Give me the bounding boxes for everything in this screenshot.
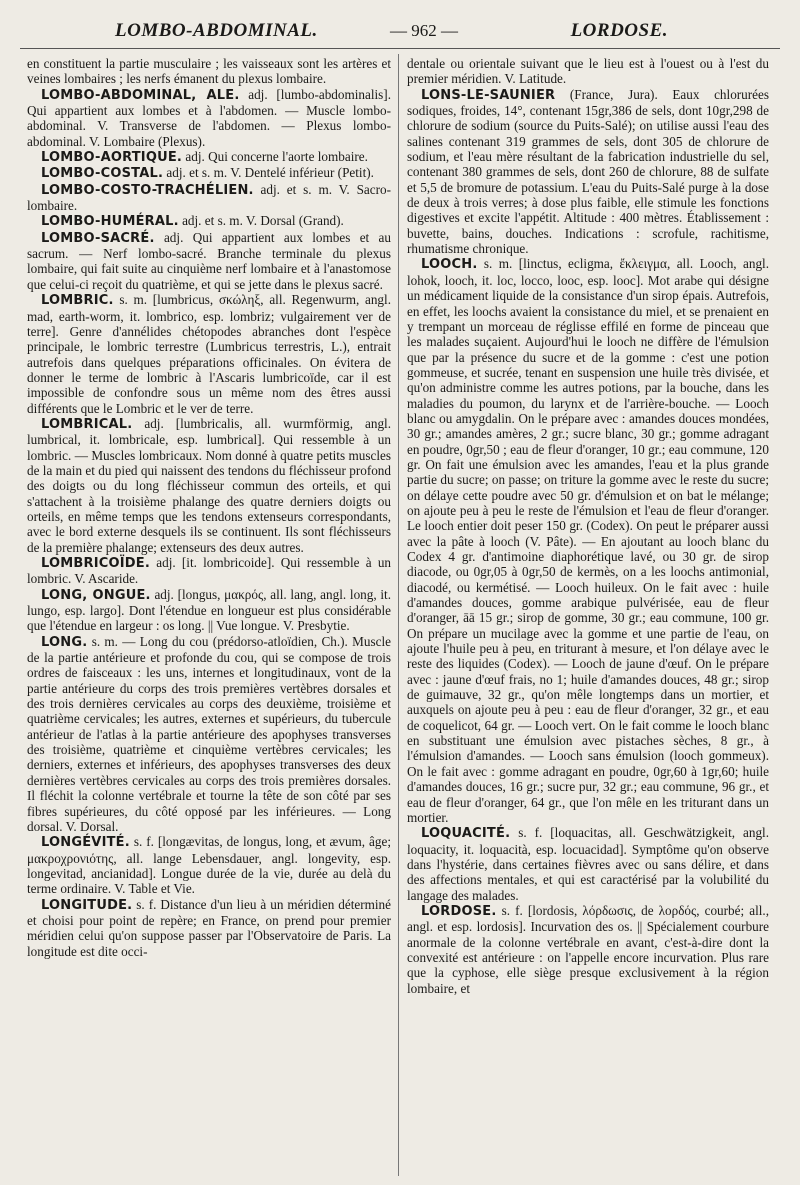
entry-text: adj. et s. m. V. Sacro-lombaire. xyxy=(27,181,391,214)
left-column xyxy=(27,56,391,959)
entry-lordose xyxy=(407,903,769,996)
entry-lombric xyxy=(27,292,391,416)
entry-lons-le-saunier xyxy=(407,87,769,257)
header-right-title: LORDOSE. xyxy=(570,20,668,41)
entry-headword: LOMBRICOÏDE. xyxy=(41,556,151,571)
entry-headword: LORDOSE. xyxy=(421,903,497,919)
entry-headword: LONG. xyxy=(41,634,88,650)
entry-headword: LONG, ONGUE. xyxy=(41,587,151,603)
entry-text: adj. [lumbo-abdominalis]. Qui appartient aux lombes et à l'abdomen. — Muscle lombo-abdominal. V. Transverse de l'abdomen. — Plexus lombo-abdominal. V. Lombaire (Plexus). xyxy=(27,86,391,149)
entry-text: s. f. [loquacitas, all. Geschwätzigkeit, angl. loquacity, it. loquacità, esp. locuacidad]. Symptôme qu'on observe dans l'hystérie, dans certaines fièvres avec ou sans délire, et dans des affections mentales, et qui est caractérisé par la volubilité du langage des malades. xyxy=(407,825,770,903)
entry-continuation xyxy=(407,56,769,87)
entry-headword: LOMBO-COSTO-TRACHÉLIEN. xyxy=(41,182,254,198)
entry-headword: LOMBRICAL. xyxy=(41,416,133,432)
entry-headword: LOOCH. xyxy=(421,257,478,273)
entry-headword: LOMBO-AORTIQUE. xyxy=(41,150,183,166)
entry-text: adj. Qui appartient aux lombes et au sacrum. — Nerf lombo-sacré. Branche terminale du plexus lombaire, qui fait suite au cinquième nerf lombaire et à l'anastomose que celui-ci reçoit du quatrième, et qui se jette dans le plexus sacré. xyxy=(27,229,392,292)
entry-text: adj. [it. lombricoide]. Qui ressemble à un lombric. V. Ascaride. xyxy=(27,555,392,587)
entry-text: s. m. — Long du cou (prédorso-atloïdien, Ch.). Muscle de la partie antérieure et profonde du cou, qui se compose de trois ordres de faisceaux : les uns, internes et longitudinaux, vont de la partie antérieure du corps des trois premières vertèbres dorsales et des trois dernières cervicales au corps des deuxième, troisième et quatrième cervicales; les autres, externes et supérieurs, du tubercule antérieur de l'atlas à la partie antérieure des apophyses transverses des troisième, quatrième et cinquième vertèbres cervicales; les derniers, externes et inférieurs, des apophyses transverses des deux dernières vertèbres cervicales au corps des trois premières dorsales. Il fléchit la colonne vertébrale et tourne la tête de son côté par ses fibres supérieures, du côté opposé par les inférieures. — Long dorsal. V. Dorsal. xyxy=(27,633,391,834)
entry-text: (France, Jura). Eaux chlorurées sodiques, froides, 14°, contenant 15gr,386 de sels, dont 10gr,298 de chlorure de sodium (source du Puits-Salé); on utilise aussi l'eau des salines contenant 319 grammes de sels, dont 305 de chlorure de sodium, et l'eau mère résultant de la fabrication industrielle du sel, contenant 380 grammes de sels, dont 260 de chlorure, 88 de sulfate et 5,5 de bromure de potassium. L'eau du Puits-Salé purge à la dose de deux à trois verres; à dose plus faible, elle stimule les fonctions digestives et excite l'appétit. Altitude : 400 mètres. Établissement : buvette, bains, douches. Indications : scrofule, rachitisme, rhumatisme chronique. xyxy=(407,86,769,257)
entry-headword: LONGITUDE. xyxy=(41,897,133,913)
entry-text: s. f. Distance d'un lieu à un méridien déterminé et choisi pour point de repère; en France, on prend pour premier méridien celui qu'on suppose passer par l'Observatoire de Paris. La longitude est dite occi- xyxy=(27,896,392,959)
entry-text: s. f. [longævitas, de longus, long, et ævum, âge; μακροχρονιότης, all. lange Lebensdauer, angl. longevity, esp. longevitad, ancianidad]. Longue durée de la vie, durée au delà du terme ordinaire. V. Table et Vie. xyxy=(27,834,392,897)
entry-text: s. m. [linctus, ecligma, ἔκλειγμα, all. Looch, angl. lohok, looch, it. loc, locco, looc, esp. looc]. Mot arabe qui désigne un médicament liquide de la consistance d'un sirop épais. Autrefois, en effet, les loochs avaient la consistance du miel, et se prenaient en y trempant un morceau de réglisse effilé en forme de pinceau que les malades suçaient. Aujourd'hui le looch ne diffère de l'émulsion que par la présence du sucre et de la gomme : c'est une potion gommeuse, et sucrée, tenant en suspension une huile très divisée, et qu'on administre comme les autres potions, par la bouche, dans les maladies du poumon, du larynx et de l'arrière-bouche. — Looch blanc ou amygdalin. On le prépare avec : amandes douces mondées, 30 gr.; amandes amères, 2 gr.; sucre blanc, 30 gr.; gomme adragant en poudre, 0gr,50 ; eau de fleur d'oranger, 10 gr.; eau commune, 120 gr. On fait une émulsion avec les amandes, l'eau et la plus grande partie du sucre; on passe; on triture la gomme avec le reste du sucre; on délaye cette poudre avec 50 gr. d'émulsion et on bat le mélange; on ajoute peu à peu le reste de l'émulsion et l'eau de fleur d'oranger. Le looch entier doit peser 150 gr. (Codex). On peut le préparer aussi avec la pâte à looch (V. Pâte). — En ajoutant au looch blanc du Codex 4 gr. d'antimoine diaphorétique lavé, ou 30 gr. de sirop diacode, ou 0gr,05 à 0gr,50 de kermès, on a les loochs antimonial, diacodé, ou kermétisé. — Looch huileux. On le fait avec : huile d'amandes douces, gomme arabique pulvérisée, eau de fleur d'oranger, āā 15 gr.; sirop de gomme, 30 gr.; eau commune, 100 gr. On prépare un mucilage avec la gomme et une partie de l'eau, on ajoute l'huile peu à peu, en triturant à mesure, et l'on délaye avec le reste des liquides (Codex). — Looch de jaune d'œuf. On le prépare avec : jaune d'œuf frais, no 1; huile d'amandes douces, 48 gr.; sirop de guimauve, 32 gr., qu'on mêle longtemps dans un mortier, et auxquels on ajoute peu à peu : eau de fleur d'oranger, 32 gr., et eau de coquelicot, 64 gr. — Looch vert. On le fait comme le looch blanc en substituant une émulsion avec pistaches sèches, 8 gr., à l'émulsion d'amandes. — Looch sans émulsion (looch gommeux). On le fait avec : gomme adragant en poudre, 0gr,60 à 1gr,60; huile d'amandes douces, 16 gr.; sucre pur, 32 gr.; eau commune, 96 gr., et eau de fleur d'oranger, 64 gr., que l'on mêle en les triturant dans un mortier. xyxy=(407,256,770,825)
entry-text: adj. [lumbricalis, all. wurmförmig, angl. lumbrical, it. lombricale, esp. lumbrical]. Qui ressemble à un lombric. — Muscles lombricaux. Nom donné à quatre petits muscles de la main et du pied qui naissent des tendons du fléchisseur profond des doigts ou du long fléchisseur commun des orteils, et qui s'attachent à la troisième phalange des quatre derniers doigts ou orteils, en même temps que les tendons extenseurs correspondants, avec le bord externe desquels ils se continuent. Ils sont fléchisseurs de la première phalange; extenseurs des deux autres. xyxy=(27,415,391,555)
entry-headword: LOMBO-ABDOMINAL, ALE. xyxy=(41,87,240,103)
entry-headword: LONS-LE-SAUNIER xyxy=(421,87,556,103)
entry-looch xyxy=(407,256,769,825)
entry-lombo-humeral xyxy=(27,213,391,229)
page-number: — 962 — xyxy=(390,21,458,40)
entry-lombo-abdominal xyxy=(27,87,391,149)
entry-lombricoide xyxy=(27,555,391,587)
entry-lombrical xyxy=(27,416,391,555)
entry-lombo-costo-trachelien xyxy=(27,182,391,214)
column-divider xyxy=(398,54,399,1176)
entry-long-ongue xyxy=(27,587,391,634)
entry-continuation xyxy=(27,56,391,87)
entry-text: s. f. [lordosis, λόρδωσις, de λορδός, courbé; all., angl. et esp. lordosis]. Incurvation des os. || Spécialement courbure anormale de la colonne vertébrale en avant, c'est-à-dire dont la convexité est antérieure : on l'appelle encore incurvation. Plus rare que la cyphose, elle siège presque exclusivement à la région lombaire, et xyxy=(407,902,769,996)
entry-longitude xyxy=(27,897,391,959)
entry-long xyxy=(27,634,391,834)
entry-loquacite xyxy=(407,825,769,903)
entry-text: adj. Qui concerne l'aorte lombaire. xyxy=(185,149,368,165)
entry-lombo-sacre xyxy=(27,230,391,292)
entry-text: adj. [longus, μακρός, all. lang, angl. long, it. lungo, esp. largo]. Dont l'étendue en longueur est plus considérable que l'étendue en largeur : os long. || Vue longue. V. Presbytie. xyxy=(27,586,391,634)
entry-headword: LOMBO-SACRÉ. xyxy=(41,230,155,246)
entry-text: s. m. [lumbricus, σκώληξ, all. Regenwurm, angl. mad, earth-worm, it. lombrico, esp. lombriz; vulgairement ver de terre]. Genre d'annélides chétopodes abranches dont l'espèce principale, le lombric terrestre (Lumbricus terrestris, L.), entrait autrefois dans quelques préparations officinales. On évitera de donner le terme de lombric à l'Ascaris lumbricoïde, car il est impossible de confondre sous un même nom des êtres aussi différents que le Lombric et le ver de terre. xyxy=(27,292,391,416)
entry-longevite xyxy=(27,834,391,896)
entry-text: en constituent la partie musculaire ; les vaisseaux sont les artères et veines lombaires ; les nerfs émanent du plexus lombaire. xyxy=(27,56,391,87)
entry-headword: LOQUACITÉ. xyxy=(421,826,511,842)
entry-headword: LOMBRIC. xyxy=(41,293,114,309)
right-column xyxy=(407,56,769,996)
entry-headword: LONGÉVITÉ. xyxy=(41,835,130,851)
entry-headword: LOMBO-COSTAL. xyxy=(41,166,164,182)
entry-text: adj. et s. m. V. Dentelé inférieur (Petit). xyxy=(166,165,374,181)
header-left-title: LOMBO-ABDOMINAL. xyxy=(115,20,318,41)
entry-headword: LOMBO-HUMÉRAL. xyxy=(41,214,179,230)
entry-text: adj. et s. m. V. Dorsal (Grand). xyxy=(182,213,344,229)
entry-lombo-aortique xyxy=(27,149,391,165)
entry-text: dentale ou orientale suivant que le lieu est à l'ouest ou à l'est du premier méridien. V. Latitude. xyxy=(407,56,769,87)
entry-lombo-costal xyxy=(27,165,391,181)
running-header xyxy=(20,18,780,49)
